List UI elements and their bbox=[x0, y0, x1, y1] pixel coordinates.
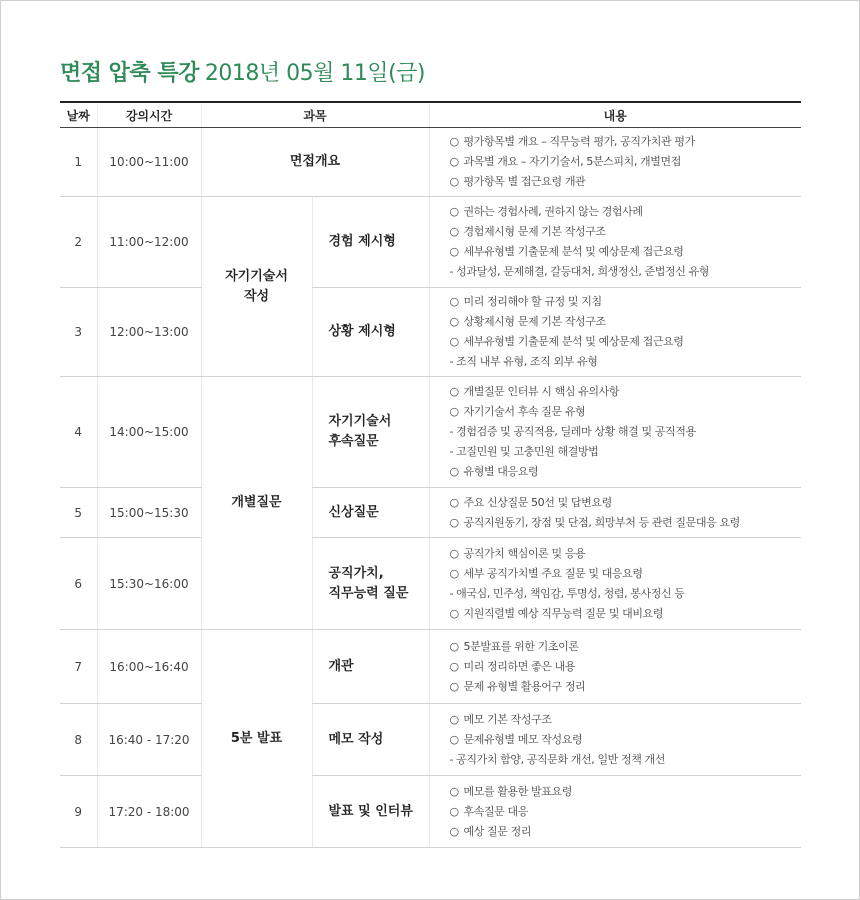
content-line bbox=[450, 782, 802, 802]
header-subject: 과목 bbox=[201, 102, 429, 128]
lecture-time: 11:00~12:00 bbox=[97, 197, 201, 288]
subject-sub: 상황 제시형 bbox=[312, 288, 429, 377]
lecture-time: 16:40 - 17:20 bbox=[97, 704, 201, 776]
subject-line: 후속질문 bbox=[328, 434, 379, 449]
circle-bullet-icon: ○ bbox=[449, 175, 459, 188]
content-text: - 경험검증 및 공직적용, 딜레마 상황 해결 및 공직적용 bbox=[449, 425, 696, 438]
content-text: 세부유형별 기출문제 분석 및 예상문제 접근요령 bbox=[463, 245, 684, 258]
content-text: 공직가치 핵심이론 및 응용 bbox=[463, 546, 586, 560]
content-text: 경험제시형 문제 기본 작성구조 bbox=[463, 225, 606, 238]
circle-bullet-icon: ○ bbox=[449, 804, 459, 818]
circle-bullet-icon: ○ bbox=[449, 225, 459, 238]
circle-bullet-icon: ○ bbox=[449, 606, 459, 620]
lecture-time: 14:00~15:00 bbox=[97, 377, 201, 488]
table-row bbox=[60, 488, 801, 538]
subject-main: 면접개요 bbox=[201, 128, 429, 197]
table-row bbox=[60, 197, 801, 288]
circle-bullet-icon: ○ bbox=[449, 205, 459, 218]
content-line bbox=[450, 152, 802, 172]
content-text: 유형별 대응요령 bbox=[463, 465, 539, 478]
content-text: 상황제시형 문제 기본 작성구조 bbox=[463, 315, 606, 328]
circle-bullet-icon: ○ bbox=[449, 135, 459, 148]
content-line bbox=[450, 222, 802, 242]
table-row bbox=[60, 630, 801, 704]
row-number: 1 bbox=[60, 128, 97, 197]
subject-sub: 신상질문 bbox=[312, 488, 429, 538]
content-text: 권하는 경험사례, 권하지 않는 경험사례 bbox=[463, 205, 643, 218]
circle-bullet-icon: ○ bbox=[449, 385, 459, 398]
lecture-time: 15:00~15:30 bbox=[97, 488, 201, 538]
content-text: 5분발표를 위한 기초이론 bbox=[463, 639, 579, 653]
row-number: 9 bbox=[60, 776, 97, 848]
content-text: 공직지원동기, 장점 및 단점, 희망부처 등 관련 질문대응 요령 bbox=[463, 515, 740, 529]
header-date: 날짜 bbox=[60, 102, 97, 128]
row-number: 2 bbox=[60, 197, 97, 288]
table-row bbox=[60, 288, 801, 377]
table-row bbox=[60, 776, 801, 848]
circle-bullet-icon: ○ bbox=[449, 155, 459, 168]
row-number: 6 bbox=[60, 538, 97, 630]
circle-bullet-icon: ○ bbox=[449, 546, 459, 560]
content-line bbox=[450, 604, 802, 624]
circle-bullet-icon: ○ bbox=[449, 639, 459, 653]
content-text: 후속질문 대응 bbox=[463, 804, 528, 818]
lecture-time: 16:00~16:40 bbox=[97, 630, 201, 704]
content-line bbox=[450, 710, 802, 730]
content-line bbox=[450, 422, 802, 442]
subject-main: 개별질문 bbox=[201, 377, 312, 630]
content-line bbox=[450, 750, 802, 770]
content-text: - 고질민원 및 고충민원 해결방법 bbox=[449, 445, 599, 458]
row-number: 5 bbox=[60, 488, 97, 538]
row-number: 3 bbox=[60, 288, 97, 377]
row-number: 4 bbox=[60, 377, 97, 488]
circle-bullet-icon: ○ bbox=[449, 784, 459, 798]
content-line bbox=[450, 242, 802, 262]
content-line bbox=[450, 637, 802, 657]
content-text: 메모 기본 작성구조 bbox=[463, 712, 552, 726]
content-cell bbox=[429, 377, 801, 488]
content-cell bbox=[429, 197, 801, 288]
content-line bbox=[450, 332, 802, 352]
header-time: 강의시간 bbox=[97, 102, 201, 128]
circle-bullet-icon: ○ bbox=[449, 245, 459, 258]
circle-bullet-icon: ○ bbox=[449, 405, 459, 418]
circle-bullet-icon: ○ bbox=[449, 495, 459, 509]
content-text: 자기기술서 후속 질문 유형 bbox=[463, 405, 586, 418]
content-line bbox=[450, 132, 802, 152]
lecture-time: 15:30~16:00 bbox=[97, 538, 201, 630]
lecture-time: 17:20 - 18:00 bbox=[97, 776, 201, 848]
content-line bbox=[450, 802, 802, 822]
content-line bbox=[450, 262, 802, 282]
circle-bullet-icon: ○ bbox=[449, 465, 459, 478]
content-line bbox=[450, 172, 802, 192]
circle-bullet-icon: ○ bbox=[449, 566, 459, 580]
content-text: 개별질문 인터뷰 시 핵심 유의사항 bbox=[463, 385, 620, 398]
lecture-time: 12:00~13:00 bbox=[97, 288, 201, 377]
row-number: 8 bbox=[60, 704, 97, 776]
circle-bullet-icon: ○ bbox=[449, 824, 459, 838]
content-line bbox=[450, 513, 802, 533]
circle-bullet-icon: ○ bbox=[449, 712, 459, 726]
content-line bbox=[450, 657, 802, 677]
circle-bullet-icon: ○ bbox=[449, 515, 459, 529]
table-row bbox=[60, 128, 801, 197]
circle-bullet-icon: ○ bbox=[449, 659, 459, 673]
content-text: - 성과달성, 문제해결, 갈등대처, 희생정신, 준법정신 유형 bbox=[449, 265, 710, 278]
content-text: 지원직렬별 예상 직무능력 질문 및 대비요령 bbox=[463, 606, 664, 620]
table-row bbox=[60, 704, 801, 776]
content-line bbox=[450, 677, 802, 697]
content-line bbox=[450, 202, 802, 222]
content-line bbox=[450, 312, 802, 332]
subject-sub: 경험 제시형 bbox=[312, 197, 429, 288]
content-line bbox=[450, 382, 802, 402]
content-text: 세부 공직가치별 주요 질문 및 대응요령 bbox=[463, 566, 643, 580]
content-text: 예상 질문 정리 bbox=[463, 824, 532, 838]
table-header-row bbox=[60, 102, 801, 128]
content-text: 평가항목별 개요 – 직무능력 평가, 공직가치관 평가 bbox=[463, 135, 695, 148]
subject-line: 공직가치, bbox=[328, 565, 384, 581]
content-text: 평가항목 별 접근요령 개관 bbox=[463, 175, 586, 188]
subject-sub bbox=[312, 377, 429, 488]
table-row bbox=[60, 538, 801, 630]
table-row bbox=[60, 377, 801, 488]
circle-bullet-icon: ○ bbox=[449, 679, 459, 693]
title-main: 면접 압축 특강 bbox=[60, 61, 199, 86]
content-text: - 애국심, 민주성, 책임감, 투명성, 청렴, 봉사정신 등 bbox=[449, 586, 685, 600]
content-text: 과목별 개요 – 자기기술서, 5분스피치, 개별면접 bbox=[463, 155, 681, 168]
content-text: - 공직가치 함양, 공직문화 개선, 일반 정책 개선 bbox=[449, 752, 666, 766]
content-text: 세부유형별 기출문제 분석 및 예상문제 접근요령 bbox=[463, 335, 684, 348]
content-cell bbox=[429, 538, 801, 630]
content-line bbox=[450, 730, 802, 750]
page-title bbox=[60, 56, 425, 87]
content-line bbox=[450, 462, 802, 482]
subject-line: 자기기술서 bbox=[225, 268, 288, 284]
content-line bbox=[450, 822, 802, 842]
content-line bbox=[450, 544, 802, 564]
content-text: 미리 정리하면 좋은 내용 bbox=[463, 659, 576, 673]
title-date: 2018년 05월 11일(금) bbox=[204, 61, 425, 86]
content-text: 문제 유형별 활용어구 정리 bbox=[463, 679, 586, 693]
content-line bbox=[450, 442, 802, 462]
content-cell bbox=[429, 488, 801, 538]
content-cell bbox=[429, 288, 801, 377]
content-text: - 조직 내부 유형, 조직 외부 유형 bbox=[449, 355, 598, 368]
lecture-time: 10:00~11:00 bbox=[97, 128, 201, 197]
content-line bbox=[450, 493, 802, 513]
subject-line: 자기기술서 bbox=[328, 414, 392, 429]
subject-sub: 발표 및 인터뷰 bbox=[312, 776, 429, 848]
content-line bbox=[450, 584, 802, 604]
circle-bullet-icon: ○ bbox=[449, 732, 459, 746]
subject-line: 직무능력 질문 bbox=[328, 585, 409, 601]
row-number: 7 bbox=[60, 630, 97, 704]
content-text: 메모를 활용한 발표요령 bbox=[463, 784, 572, 798]
header-content: 내용 bbox=[429, 102, 801, 128]
circle-bullet-icon: ○ bbox=[449, 335, 459, 348]
content-line bbox=[450, 564, 802, 584]
content-cell bbox=[429, 704, 801, 776]
subject-sub: 메모 작성 bbox=[312, 704, 429, 776]
circle-bullet-icon: ○ bbox=[449, 295, 459, 308]
content-cell bbox=[429, 630, 801, 704]
content-cell bbox=[429, 776, 801, 848]
content-text: 미리 정리해야 할 규정 및 지침 bbox=[463, 295, 602, 308]
subject-main: 5분 발표 bbox=[201, 630, 312, 848]
schedule-table bbox=[60, 101, 801, 848]
subject-line: 작성 bbox=[243, 288, 270, 304]
subject-sub: 개관 bbox=[312, 630, 429, 704]
content-line bbox=[450, 402, 802, 422]
circle-bullet-icon: ○ bbox=[449, 315, 459, 328]
content-line bbox=[450, 292, 802, 312]
subject-main bbox=[201, 197, 312, 377]
subject-sub bbox=[312, 538, 429, 630]
content-text: 주요 신상질문 50선 및 답변요령 bbox=[463, 495, 612, 509]
content-line bbox=[450, 352, 802, 372]
content-text: 문제유형별 메모 작성요령 bbox=[463, 732, 583, 746]
content-cell bbox=[429, 128, 801, 197]
